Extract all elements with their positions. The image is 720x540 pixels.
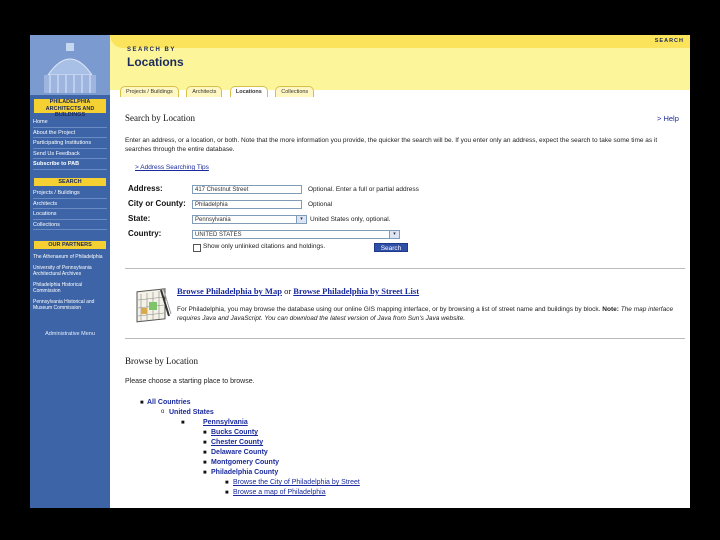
address-note: Optional. Enter a full or partial address <box>308 186 419 193</box>
unlinked-checkbox[interactable] <box>193 244 201 252</box>
admin-menu-link[interactable]: Administrative Menu <box>45 331 95 337</box>
search-heading: Search by Location <box>125 113 195 123</box>
nav-item-feedback[interactable]: Send Us Feedback <box>33 149 107 160</box>
or-text: or <box>281 286 294 296</box>
chevron-down-icon[interactable]: ▾ <box>389 231 399 238</box>
page-title: Locations <box>127 55 184 69</box>
browse-links <box>177 286 419 296</box>
city-label: City or County: <box>128 199 186 208</box>
tree-montgomery-county[interactable]: Montgomery County <box>211 459 280 466</box>
browse-instruction: Please choose a starting place to browse. <box>125 378 255 385</box>
search-nav <box>33 188 107 230</box>
nav-item-projects[interactable]: Projects / Buildings <box>33 188 107 199</box>
note-label: Note: <box>602 306 619 313</box>
header-strip <box>110 35 690 48</box>
search-button[interactable]: Search <box>374 243 408 252</box>
search-header: SEARCH <box>34 178 106 186</box>
sidebar <box>30 35 110 508</box>
partners-list <box>33 254 107 316</box>
building-logo[interactable] <box>30 35 110 95</box>
partner-phmc[interactable]: Pennsylvania Historical and Museum Commission <box>33 299 95 311</box>
address-label: Address: <box>128 184 163 193</box>
browser-screen: PHILADELPHIA ARCHITECTS AND BUILDINGS Home About the Project Participating Institutions Send Us Feedback Subscribe to PAB SEARCH Projects / Buildings Architects Locations Collections OUR PARTNERS The Athenaeum of Philadelphia University of Pennsylvania Architectural Archives Philadelphia Historical Commission Pennsylvania Historical and Museum Commission Administrative Menu SEARCH BY Locations SEARCH Projects / Buildings Architects Locations Collections Search by Location > Help Enter an address, or a location, or both. Note that the more information you provide, the quicker the search will be. If you enter only an address, expect the search to take some time as it searches through the entire database. > Address Searching Tips Address: 417 Chestnut Street Optional. Enter a full or partial address City or County: Philadelphia Optional State: Pennsylvania ▾ United States only, optional. Country: UNITED STATES ▾ Show only unlinked citations and holdings. Search Browse Philadelphia by Map or Browse Philadelphia by Street List For Philadelphia, you may browse the database using our online GIS mapping interface, or by browsing a list of street name and buildings by block. Note: The map interface requires Java and JavaScript. You can download the latest version of Java from Sun's Java website. Browse by Location Please choose a starting place to browse. ■ All Countries o United States ■ Pennsylvania ■ Bucks County ■ Chester County ■ Delaware County ■ Montgomery County ■ Philadelphia County ■ Browse the City of Philadelphia by Street ■ Browse a map of Philadelphia <box>30 35 690 508</box>
tree-united-states[interactable]: United States <box>169 409 214 416</box>
nav-item-architects[interactable]: Architects <box>33 199 107 210</box>
tab-projects[interactable]: Projects / Buildings <box>120 86 179 97</box>
browse-street-list-link[interactable]: Browse Philadelphia by Street List <box>293 286 420 296</box>
tree-philadelphia-county[interactable]: Philadelphia County <box>211 469 279 476</box>
country-value: UNITED STATES <box>195 232 242 238</box>
org-name-header: PHILADELPHIA ARCHITECTS AND BUILDINGS <box>34 99 106 113</box>
nav-item-subscribe[interactable]: Subscribe to PAB <box>33 159 107 170</box>
city-input[interactable]: Philadelphia <box>192 200 302 209</box>
breadcrumb: SEARCH BY <box>127 47 176 53</box>
main-nav <box>33 117 107 170</box>
state-select[interactable] <box>192 215 307 224</box>
map-icon <box>135 286 175 328</box>
partner-upenn[interactable]: University of Pennsylvania Architectural Archives <box>33 265 92 277</box>
tab-bar <box>120 80 317 95</box>
browse-desc-text: For Philadelphia, you may browse the database using our online GIS mapping interface, or by browsing a list of street name and buildings by block. <box>177 306 601 313</box>
nav-item-institutions[interactable]: Participating Institutions <box>33 138 107 149</box>
country-label: Country: <box>128 229 162 238</box>
partners-header: OUR PARTNERS <box>34 241 106 249</box>
state-note: United States only, optional. <box>310 216 391 223</box>
tree-all-countries[interactable]: All Countries <box>147 399 191 406</box>
nav-item-collections[interactable]: Collections <box>33 220 107 231</box>
browse-city-by-street-link[interactable]: Browse the City of Philadelphia by Street <box>233 479 360 486</box>
browse-philadelphia-map-link[interactable]: Browse a map of Philadelphia <box>233 489 326 496</box>
state-value: Pennsylvania <box>195 217 231 223</box>
country-select[interactable] <box>192 230 400 239</box>
help-link[interactable]: > Help <box>657 114 679 123</box>
tab-architects[interactable]: Architects <box>186 86 222 97</box>
chevron-down-icon[interactable]: ▾ <box>296 216 306 223</box>
tree-pennsylvania[interactable]: Pennsylvania <box>203 419 248 426</box>
tree-chester-county[interactable]: Chester County <box>211 439 264 446</box>
divider <box>125 338 685 339</box>
divider <box>125 268 685 269</box>
browse-map-description <box>177 306 682 323</box>
tab-collections[interactable]: Collections <box>275 86 314 97</box>
city-note: Optional <box>308 201 333 208</box>
unlinked-checkbox-label: Show only unlinked citations and holdings. <box>203 243 326 250</box>
browse-map-link[interactable]: Browse Philadelphia by Map <box>177 286 282 296</box>
address-tips-link[interactable]: > Address Searching Tips <box>135 164 209 171</box>
tree-delaware-county[interactable]: Delaware County <box>211 449 268 456</box>
partner-athenaeum[interactable]: The Athenaeum of Philadelphia <box>33 254 103 260</box>
nav-item-about[interactable]: About the Project <box>33 128 107 139</box>
state-label: State: <box>128 214 151 223</box>
partner-historical-commission[interactable]: Philadelphia Historical Commission <box>33 282 83 294</box>
nav-item-locations[interactable]: Locations <box>33 209 107 220</box>
dome-icon <box>30 35 110 95</box>
page-header <box>110 35 690 95</box>
address-input[interactable]: 417 Chestnut Street <box>192 185 302 194</box>
tree-bucks-county[interactable]: Bucks County <box>211 429 259 436</box>
note-text: The map interface requires Java and JavaScript. You can download the latest version of Java from Sun's Java website. <box>177 306 674 322</box>
browse-heading: Browse by Location <box>125 356 198 366</box>
tab-locations[interactable]: Locations <box>230 86 268 97</box>
search-intro: Enter an address, or a location, or both. Note that the more information you provide, the quicker the search will be. If you enter only an address, expect the search to take some time as it searches through the entire database. <box>125 137 658 153</box>
header-search-link[interactable]: SEARCH <box>654 38 684 44</box>
nav-item-home[interactable]: Home <box>33 117 107 128</box>
